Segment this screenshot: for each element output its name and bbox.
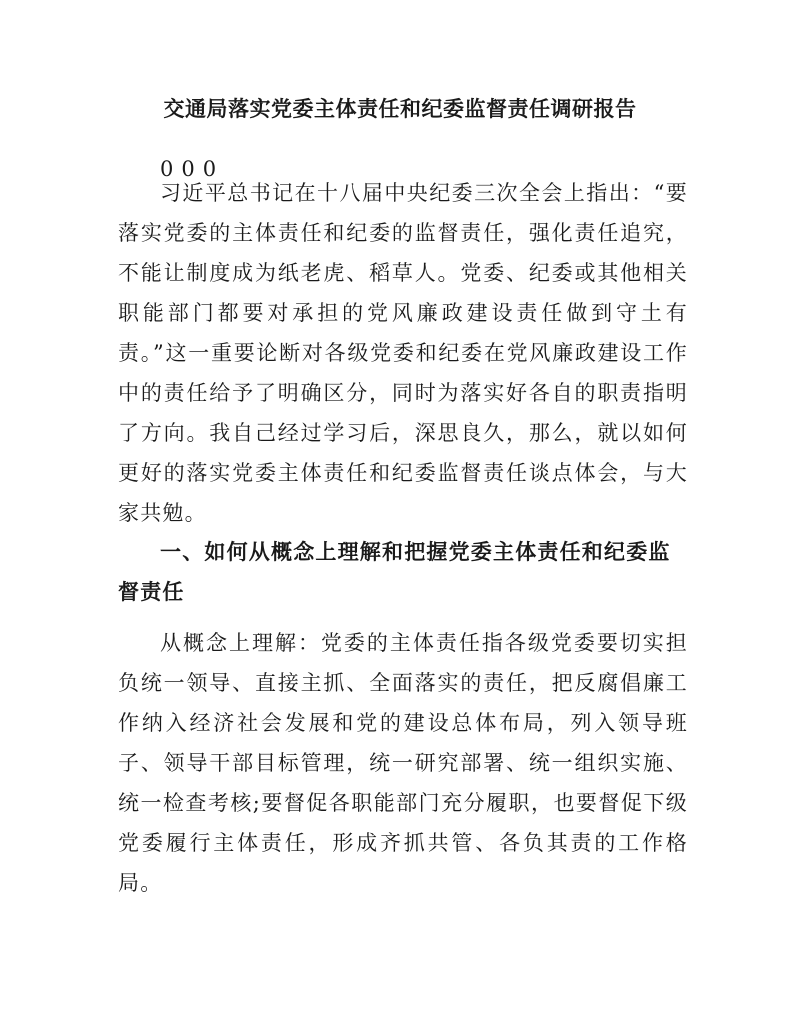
document-subtitle: 000 [160,157,225,181]
body-paragraph-2: 从概念上理解：党委的主体责任指各级党委要切实担负统一领导、直接主抓、全面落实的责任，把反腐倡廉工作纳入经济社会发展和党的建设总体布局，列入领导班子、领导干部目标管理，统一研究部署、统一组织实施、统一检查考核;要督促各职能部门充分履职，也要督促下级党委履行主体责任，形成齐抓共管、各负其责的工作格局。 [118,631,688,895]
document-title: 交通局落实党委主体责任和纪委监督责任调研报告 [163,96,637,121]
section-heading-1: 一、如何从概念上理解和把握党委主体责任和纪委监督责任 [118,539,671,604]
body-paragraph-1: 习近平总书记在十八届中央纪委三次全会上指出：“要落实党委的主体责任和纪委的监督责任，强化责任追究，不能让制度成为纸老虎、稻草人。党委、纪委或其他相关职能部门都要对承担的党风廉政建设责任做到守土有责。”这一重要论断对各级党委和纪委在党风廉政建设工作中的责任给予了明确区分，同时为落实好各自的职责指明了方向。我自己经过学习后，深思良久，那么，就以如何更好的落实党委主体责任和纪委监督责任谈点体会，与大家共勉。 [118,181,688,525]
